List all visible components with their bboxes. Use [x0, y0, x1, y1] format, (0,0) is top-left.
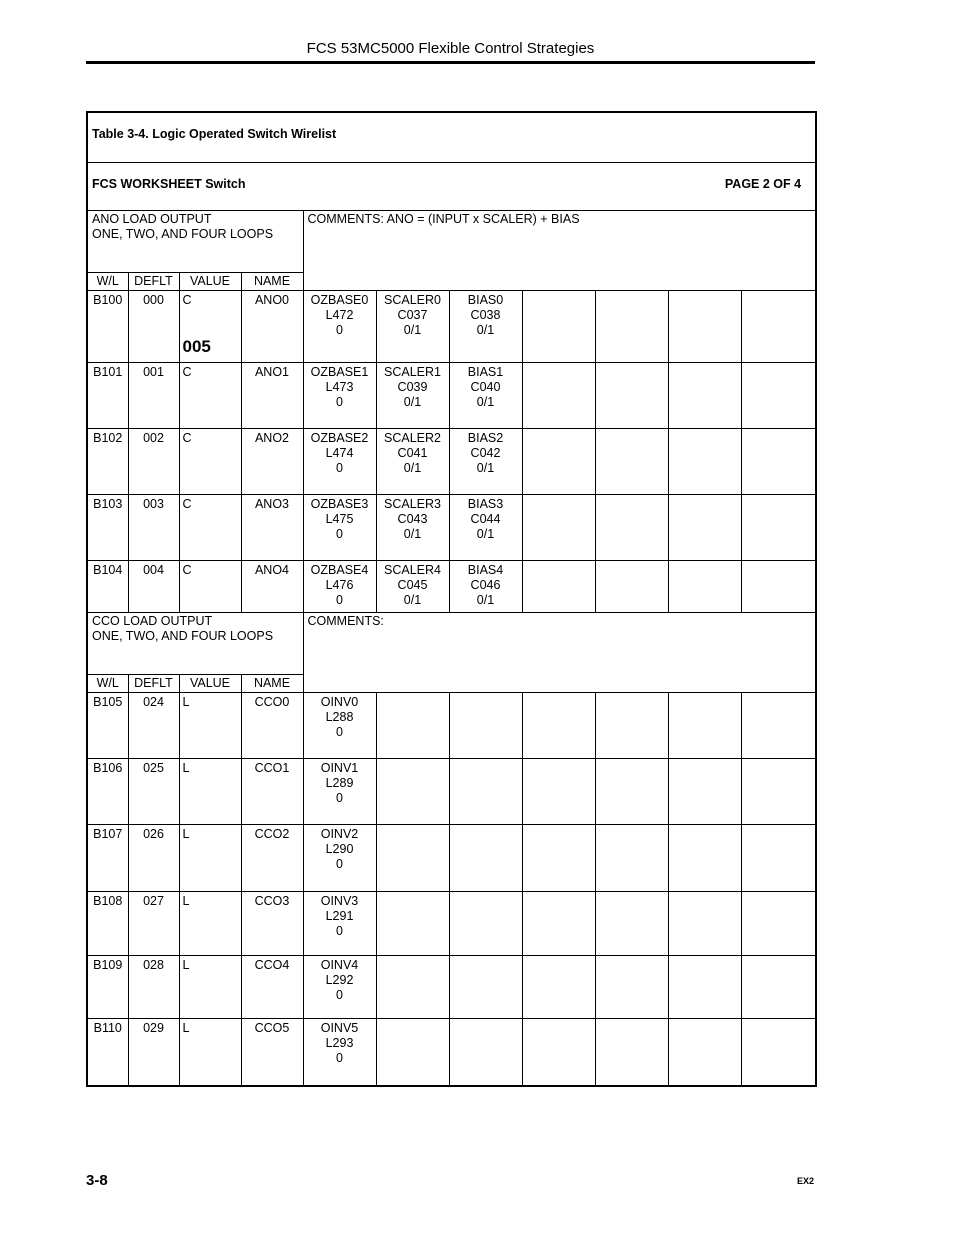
- parameter-line: 0/1: [476, 394, 495, 409]
- parameter-cell: [668, 1018, 741, 1086]
- parameter-cell: [668, 494, 741, 560]
- parameter-line: 0: [336, 1050, 343, 1065]
- deflt-cell: 000: [128, 290, 179, 362]
- parameter-cell: [449, 955, 522, 1018]
- parameter-cell: [741, 891, 816, 955]
- value-cell: [179, 290, 241, 362]
- parameter-line: BIAS2: [467, 430, 504, 445]
- parameter-cell: [522, 955, 595, 1018]
- parameter-line: 0: [336, 856, 343, 871]
- table-row: [87, 428, 816, 494]
- parameter-cell: [303, 428, 376, 494]
- table-row: [87, 362, 816, 428]
- parameter-line: OINV1: [320, 760, 359, 775]
- parameter-cell: [449, 891, 522, 955]
- name-cell: ANO2: [241, 428, 303, 494]
- parameter-line: C046: [470, 577, 501, 592]
- parameter-line: OINV4: [320, 957, 359, 972]
- parameter-cell: [449, 494, 522, 560]
- parameter-line: 0/1: [476, 592, 495, 607]
- parameter-line: L288: [325, 709, 354, 724]
- parameter-cell: [376, 560, 449, 612]
- parameter-line: L473: [325, 379, 354, 394]
- deflt-cell: 003: [128, 494, 179, 560]
- parameter-cell: [595, 494, 668, 560]
- parameter-line: C041: [397, 445, 428, 460]
- parameter-line: OZBASE1: [310, 364, 369, 379]
- parameter-cell: [522, 362, 595, 428]
- parameter-line: C039: [397, 379, 428, 394]
- wl-cell: B106: [87, 758, 128, 824]
- parameter-cell: [522, 891, 595, 955]
- wl-cell: B108: [87, 891, 128, 955]
- parameter-line: L476: [325, 577, 354, 592]
- parameter-line: 0: [336, 460, 343, 475]
- parameter-cell: [595, 955, 668, 1018]
- name-cell: ANO3: [241, 494, 303, 560]
- wl-cell: B110: [87, 1018, 128, 1086]
- deflt-cell: 026: [128, 824, 179, 891]
- parameter-line: L293: [325, 1035, 354, 1050]
- parameter-cell: [376, 824, 449, 891]
- parameter-cell: [376, 290, 449, 362]
- deflt-cell: 029: [128, 1018, 179, 1086]
- table-row: [87, 560, 816, 612]
- value-cell: [179, 955, 241, 1018]
- parameter-cell: [668, 891, 741, 955]
- parameter-cell: [668, 428, 741, 494]
- parameter-cell: [741, 824, 816, 891]
- deflt-cell: 025: [128, 758, 179, 824]
- value-text: L: [182, 760, 190, 775]
- parameter-cell: [449, 758, 522, 824]
- parameter-cell: [522, 428, 595, 494]
- wl-cell: B105: [87, 692, 128, 758]
- deflt-cell: 024: [128, 692, 179, 758]
- table-caption: Table 3-4. Logic Operated Switch Wirelist: [87, 112, 816, 162]
- parameter-line: L291: [325, 908, 354, 923]
- table-row: [87, 758, 816, 824]
- parameter-cell: [303, 560, 376, 612]
- parameter-line: 0/1: [403, 394, 422, 409]
- parameter-cell: [376, 891, 449, 955]
- deflt-cell: 001: [128, 362, 179, 428]
- section-title-line: ANO LOAD OUTPUT: [92, 211, 212, 226]
- worksheet-header: [87, 162, 816, 210]
- parameter-line: 0: [336, 987, 343, 1002]
- table-row: [87, 955, 816, 1018]
- parameter-line: 0: [336, 923, 343, 938]
- value-text: C: [182, 364, 192, 379]
- name-cell: CCO4: [241, 955, 303, 1018]
- wl-cell: B107: [87, 824, 128, 891]
- section-comments: COMMENTS: ANO = (INPUT x SCALER) + BIAS: [303, 210, 816, 290]
- value-text: L: [182, 1020, 190, 1035]
- name-cell: CCO2: [241, 824, 303, 891]
- parameter-line: L290: [325, 841, 354, 856]
- parameter-cell: [449, 428, 522, 494]
- value-text: L: [182, 826, 190, 841]
- parameter-line: 0/1: [476, 526, 495, 541]
- parameter-cell: [741, 494, 816, 560]
- section-header-row: [87, 210, 816, 272]
- parameter-line: 0/1: [403, 460, 422, 475]
- parameter-line: SCALER1: [384, 364, 441, 379]
- parameter-line: SCALER4: [384, 562, 441, 577]
- parameter-cell: [522, 290, 595, 362]
- parameter-cell: [595, 560, 668, 612]
- value-cell: [179, 891, 241, 955]
- parameter-cell: [595, 290, 668, 362]
- parameter-cell: [595, 1018, 668, 1086]
- parameter-cell: [595, 891, 668, 955]
- wirelist-table: [86, 111, 817, 1087]
- page-number: 3-8: [86, 1172, 108, 1189]
- parameter-line: L289: [325, 775, 354, 790]
- wl-cell: B100: [87, 290, 128, 362]
- parameter-cell: [741, 1018, 816, 1086]
- value-cell: [179, 494, 241, 560]
- value-text: C: [182, 430, 192, 445]
- parameter-line: C040: [470, 379, 501, 394]
- parameter-cell: [449, 824, 522, 891]
- parameter-line: C038: [470, 307, 501, 322]
- parameter-cell: [668, 560, 741, 612]
- parameter-line: BIAS3: [467, 496, 504, 511]
- parameter-cell: [376, 428, 449, 494]
- parameter-cell: [522, 494, 595, 560]
- deflt-cell: 027: [128, 891, 179, 955]
- parameter-cell: [449, 290, 522, 362]
- parameter-line: 0/1: [403, 322, 422, 337]
- wl-cell: B109: [87, 955, 128, 1018]
- parameter-cell: [668, 290, 741, 362]
- parameter-cell: [595, 428, 668, 494]
- parameter-line: C043: [397, 511, 428, 526]
- parameter-cell: [376, 494, 449, 560]
- column-header: NAME: [241, 674, 303, 692]
- table-row: [87, 1018, 816, 1086]
- parameter-line: BIAS4: [467, 562, 504, 577]
- value-text: L: [182, 893, 190, 908]
- parameter-line: 0/1: [476, 460, 495, 475]
- header-rule: [86, 61, 815, 64]
- parameter-cell: [668, 955, 741, 1018]
- parameter-cell: [303, 692, 376, 758]
- parameter-cell: [376, 758, 449, 824]
- parameter-line: 0: [336, 322, 343, 337]
- parameter-cell: [595, 362, 668, 428]
- section-title-line: ONE, TWO, AND FOUR LOOPS: [92, 628, 274, 643]
- parameter-line: SCALER3: [384, 496, 441, 511]
- table-row: [87, 290, 816, 362]
- parameter-line: 0: [336, 592, 343, 607]
- parameter-cell: [522, 1018, 595, 1086]
- parameter-cell: [376, 362, 449, 428]
- parameter-line: 0/1: [403, 592, 422, 607]
- parameter-cell: [741, 560, 816, 612]
- parameter-line: C044: [470, 511, 501, 526]
- parameter-cell: [376, 955, 449, 1018]
- page-indicator: PAGE 2 OF 4: [724, 176, 802, 191]
- parameter-cell: [449, 560, 522, 612]
- name-cell: ANO1: [241, 362, 303, 428]
- parameter-line: L472: [325, 307, 354, 322]
- parameter-line: OINV5: [320, 1020, 359, 1035]
- value-cell: [179, 362, 241, 428]
- parameter-line: 0/1: [403, 526, 422, 541]
- parameter-line: L475: [325, 511, 354, 526]
- section-title-line: CCO LOAD OUTPUT: [92, 613, 213, 628]
- parameter-cell: [522, 560, 595, 612]
- parameter-cell: [449, 362, 522, 428]
- parameter-cell: [522, 692, 595, 758]
- parameter-line: BIAS1: [467, 364, 504, 379]
- parameter-line: C045: [397, 577, 428, 592]
- value-text: L: [182, 694, 190, 709]
- parameter-line: BIAS0: [467, 292, 504, 307]
- name-cell: CCO0: [241, 692, 303, 758]
- parameter-cell: [303, 1018, 376, 1086]
- parameter-cell: [303, 891, 376, 955]
- doc-code: EX2: [797, 1176, 815, 1186]
- value-cell: [179, 428, 241, 494]
- value-text: C: [182, 496, 192, 511]
- parameter-line: 0/1: [476, 322, 495, 337]
- table-row: [87, 824, 816, 891]
- parameter-cell: [303, 824, 376, 891]
- parameter-cell: [595, 824, 668, 891]
- parameter-cell: [668, 758, 741, 824]
- parameter-cell: [449, 1018, 522, 1086]
- parameter-line: L292: [325, 972, 354, 987]
- name-cell: ANO4: [241, 560, 303, 612]
- parameter-cell: [522, 758, 595, 824]
- parameter-cell: [303, 290, 376, 362]
- column-header: NAME: [241, 272, 303, 290]
- value-cell: [179, 758, 241, 824]
- value-text: C: [182, 292, 192, 307]
- parameter-line: 0: [336, 724, 343, 739]
- parameter-line: L474: [325, 445, 354, 460]
- parameter-cell: [741, 290, 816, 362]
- column-header: VALUE: [179, 272, 241, 290]
- running-header: FCS 53MC5000 Flexible Control Strategies: [306, 40, 595, 57]
- parameter-line: OINV3: [320, 893, 359, 908]
- value-cell: [179, 692, 241, 758]
- section-title: [87, 612, 303, 674]
- table-row: [87, 891, 816, 955]
- section-header-row: [87, 612, 816, 674]
- parameter-cell: [449, 692, 522, 758]
- column-header: DEFLT: [128, 272, 179, 290]
- column-header: W/L: [87, 674, 128, 692]
- parameter-cell: [303, 362, 376, 428]
- parameter-cell: [522, 824, 595, 891]
- section-title-line: ONE, TWO, AND FOUR LOOPS: [92, 226, 274, 241]
- wl-cell: B101: [87, 362, 128, 428]
- section-comments: COMMENTS:: [303, 612, 816, 692]
- wl-cell: B103: [87, 494, 128, 560]
- parameter-cell: [741, 362, 816, 428]
- parameter-line: C042: [470, 445, 501, 460]
- value-cell: [179, 1018, 241, 1086]
- wl-cell: B104: [87, 560, 128, 612]
- column-header: VALUE: [179, 674, 241, 692]
- value-cell: [179, 824, 241, 891]
- table-row: [87, 692, 816, 758]
- name-cell: CCO5: [241, 1018, 303, 1086]
- parameter-line: OZBASE4: [310, 562, 369, 577]
- parameter-cell: [303, 955, 376, 1018]
- parameter-line: OZBASE0: [310, 292, 369, 307]
- parameter-cell: [668, 824, 741, 891]
- parameter-line: SCALER0: [384, 292, 441, 307]
- column-header: W/L: [87, 272, 128, 290]
- deflt-cell: 002: [128, 428, 179, 494]
- parameter-cell: [595, 692, 668, 758]
- table-row: [87, 494, 816, 560]
- parameter-cell: [741, 955, 816, 1018]
- value-text: C: [182, 562, 192, 577]
- value-text: L: [182, 957, 190, 972]
- parameter-line: 0: [336, 526, 343, 541]
- wl-cell: B102: [87, 428, 128, 494]
- parameter-line: OZBASE2: [310, 430, 369, 445]
- deflt-cell: 004: [128, 560, 179, 612]
- deflt-cell: 028: [128, 955, 179, 1018]
- parameter-cell: [303, 494, 376, 560]
- name-cell: CCO3: [241, 891, 303, 955]
- parameter-line: C037: [397, 307, 428, 322]
- name-cell: ANO0: [241, 290, 303, 362]
- parameter-cell: [303, 758, 376, 824]
- parameter-cell: [668, 362, 741, 428]
- section-title: [87, 210, 303, 272]
- parameter-line: SCALER2: [384, 430, 441, 445]
- parameter-line: OZBASE3: [310, 496, 369, 511]
- parameter-cell: [668, 692, 741, 758]
- parameter-cell: [741, 428, 816, 494]
- parameter-cell: [741, 692, 816, 758]
- parameter-line: 0: [336, 790, 343, 805]
- parameter-cell: [741, 758, 816, 824]
- value-cell: [179, 560, 241, 612]
- column-header: DEFLT: [128, 674, 179, 692]
- worksheet-title: FCS WORKSHEET Switch: [92, 176, 246, 191]
- name-cell: CCO1: [241, 758, 303, 824]
- parameter-cell: [376, 1018, 449, 1086]
- parameter-line: 0: [336, 394, 343, 409]
- parameter-line: OINV2: [320, 826, 359, 841]
- parameter-cell: [376, 692, 449, 758]
- parameter-cell: [595, 758, 668, 824]
- parameter-line: OINV0: [320, 694, 359, 709]
- value-entry: 005: [182, 336, 211, 356]
